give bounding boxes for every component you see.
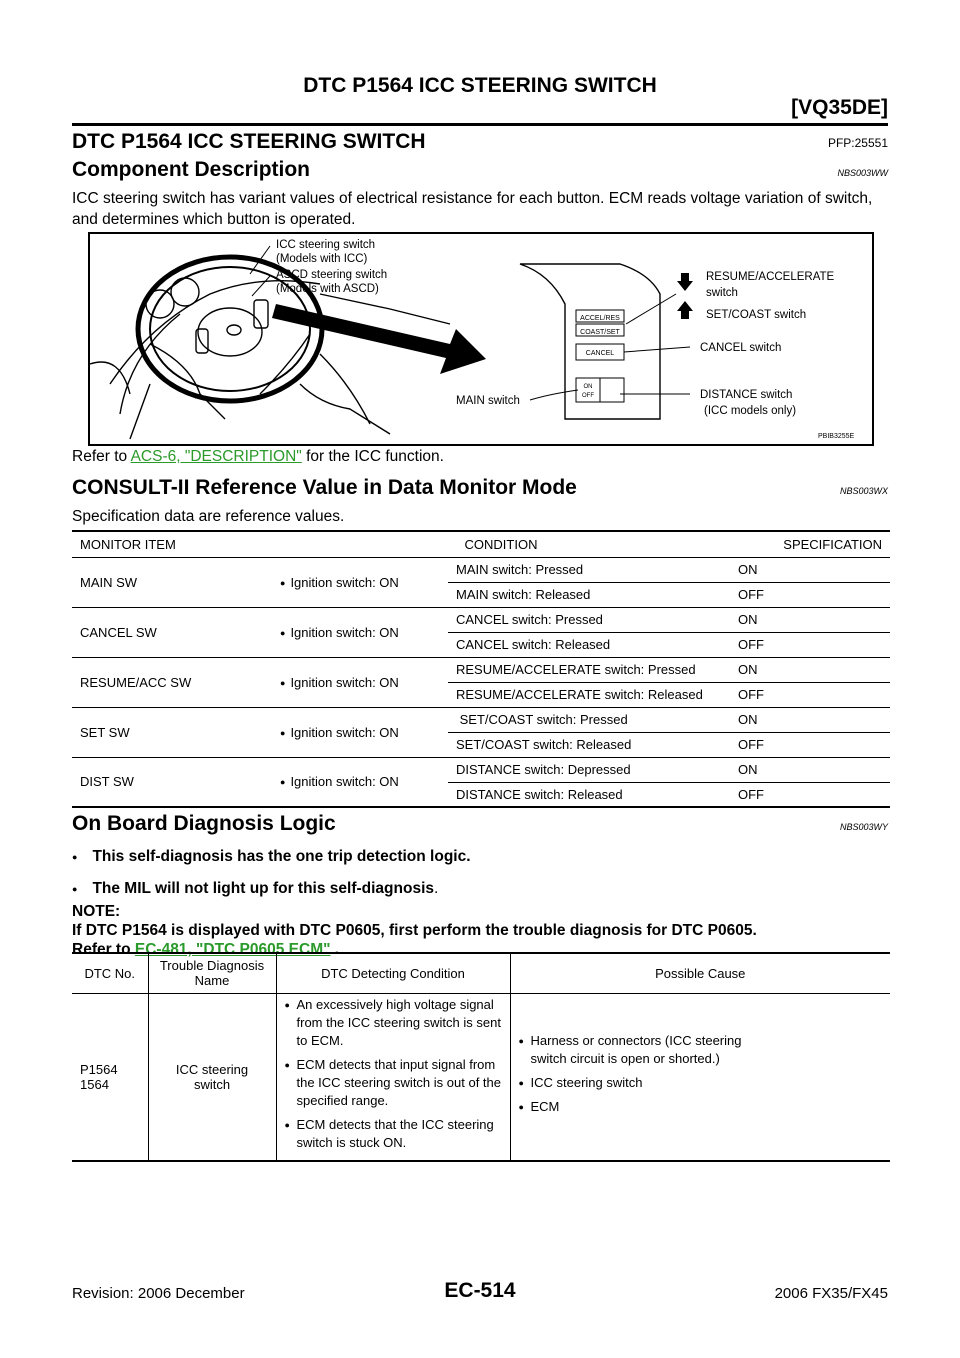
cond-resume-released: RESUME/ACCELERATE switch: Released (456, 687, 703, 702)
btn-on-text: ON (583, 384, 593, 390)
cause-item: ● ECM (519, 1098, 759, 1116)
cond-dist-released: DISTANCE switch: Released (456, 786, 623, 802)
spec-main-pressed: ON (738, 562, 758, 577)
cond-cancel-released: CANCEL switch: Released (456, 637, 611, 652)
condition-item: ● An excessively high voltage signal from the ICC steering switch is sent to ECM. (285, 996, 502, 1050)
consult-text: Specification data are reference values. (72, 508, 345, 525)
pfp-code: PFP:25551 (827, 136, 888, 150)
cause-item: ● ICC steering switch (519, 1074, 759, 1092)
label-distance-2: (ICC models only) (704, 405, 797, 417)
cond-dist-depressed: DISTANCE switch: Depressed (456, 762, 631, 777)
component-description-heading: Component Description (72, 158, 311, 181)
refer-suffix: for the ICC function. (301, 448, 444, 465)
consult-heading: CONSULT-II Reference Value in Data Monitor Mode (72, 476, 577, 499)
cond-resume-pressed: RESUME/ACCELERATE switch: Pressed (456, 662, 696, 677)
header-rule (72, 123, 888, 126)
engine-label: [VQ35DE] (791, 96, 888, 119)
spec-set-released: OFF (738, 737, 764, 752)
label-cancel: CANCEL switch (700, 342, 782, 354)
steering-switch-figure (88, 232, 874, 446)
figure-code: PBIB3255E (818, 433, 855, 440)
dtc-table (72, 952, 890, 1162)
consult-table (72, 530, 890, 808)
note-label: NOTE: (72, 903, 121, 920)
label-distance-1: DISTANCE switch (700, 389, 793, 401)
spec-main-released: OFF (738, 587, 764, 602)
bullet-icon (280, 625, 290, 640)
component-description-text: ICC steering switch has variant values of electrical resistance for each button. ECM reads voltage variation of switch, and determines which button is operated. (72, 190, 873, 228)
obd-heading: On Board Diagnosis Logic (72, 812, 336, 835)
col-condition: CONDITION (464, 536, 538, 552)
cond-dist: Ignition switch: ON (290, 774, 399, 790)
steering-switch-diagram (90, 234, 872, 444)
cond-resume: Ignition switch: ON (290, 674, 399, 690)
component-ref-code: NBS003WW (837, 168, 888, 178)
col-dtc-no: DTC No. (72, 953, 148, 993)
label-set: SET/COAST switch (706, 309, 807, 321)
bullet-icon (280, 675, 290, 690)
condition-item: ● ECM detects that the ICC steering switch is stuck ON. (285, 1116, 502, 1152)
bullet-icon (280, 575, 290, 590)
label-ascd-1: ASCD steering switch (276, 269, 388, 281)
dtc-no-1: P1564 (80, 1061, 118, 1077)
dtc-no-cell (72, 993, 148, 1161)
monitor-item-main: MAIN SW (72, 557, 272, 607)
label-resume-2: switch (706, 287, 738, 299)
spec-resume-pressed: ON (738, 662, 758, 677)
obd-note (72, 902, 902, 959)
footer-model: 2006 FX35/FX45 (774, 1285, 888, 1302)
label-resume-1: RESUME/ACCELERATE (706, 271, 835, 283)
spec-set-pressed: ON (738, 712, 758, 727)
obd-bullet-2-end: . (434, 880, 439, 897)
condition-item: ● ECM detects that input signal from the ICC steering switch is out of the specified range. (285, 1056, 502, 1110)
col-trouble-name: Trouble Diagnosis Name (148, 953, 276, 993)
monitor-item-cancel: CANCEL SW (72, 607, 272, 657)
obd-bullet-1: This self-diagnosis has the one trip detection logic. (92, 848, 471, 865)
bullet-icon (72, 848, 82, 865)
refer-prefix: Refer to (72, 448, 131, 465)
possible-cause-cell (510, 993, 890, 1161)
obd-bullets (72, 846, 471, 901)
btn-coast-text: COAST/SET (580, 329, 620, 336)
label-icc-1: ICC steering switch (276, 239, 376, 251)
spec-cancel-released: OFF (738, 637, 764, 652)
cond-main-pressed: MAIN switch: Pressed (456, 562, 584, 577)
cause-item: ● Harness or connectors (ICC steering switch circuit is open or shorted.) (519, 1032, 759, 1068)
spec-cancel-pressed: ON (738, 612, 758, 627)
refer-acs-line (72, 446, 892, 467)
col-monitor-item: MONITOR ITEM (80, 536, 176, 552)
note-refer-prefix: Refer to (72, 941, 135, 958)
acs-description-link[interactable]: ACS-6, "DESCRIPTION" (130, 448, 302, 465)
obd-bullet-2: The MIL will not light up for this self-diagnosis (92, 880, 435, 897)
cond-cancel: Ignition switch: ON (290, 624, 399, 640)
note-text: If DTC P1564 is displayed with DTC P0605, first perform the trouble diagnosis for DTC P0605. (72, 922, 757, 939)
section-title: DTC P1564 ICC STEERING SWITCH (72, 130, 426, 153)
ec481-link[interactable]: EC-481, "DTC P0605 ECM" (134, 941, 331, 958)
label-main: MAIN switch (456, 395, 520, 407)
cond-main-released: MAIN switch: Released (456, 587, 591, 602)
bullet-icon (72, 880, 82, 897)
detecting-condition-cell (276, 993, 510, 1161)
monitor-item-set: SET SW (72, 707, 272, 757)
col-possible-cause: Possible Cause (655, 965, 746, 981)
col-detecting-condition: DTC Detecting Condition (276, 953, 510, 993)
spec-dist-depressed: ON (738, 762, 758, 777)
running-header-title: DTC P1564 ICC STEERING SWITCH (303, 74, 657, 97)
cond-set: Ignition switch: ON (290, 724, 399, 740)
spec-resume-released: OFF (738, 687, 764, 702)
cond-main: Ignition switch: ON (290, 574, 399, 590)
btn-accel-text: ACCEL/RES (580, 315, 620, 322)
cond-set-released: SET/COAST switch: Released (456, 737, 632, 752)
spec-dist-released: OFF (738, 786, 764, 802)
label-ascd-2: (Models with ASCD) (276, 283, 379, 295)
consult-ref-code: NBS003WX (839, 486, 888, 496)
cond-cancel-pressed: CANCEL switch: Pressed (456, 612, 603, 627)
btn-off-text: OFF (582, 393, 594, 399)
bullet-icon (280, 774, 290, 789)
cond-set-pressed: SET/COAST switch: Pressed (456, 712, 628, 727)
monitor-item-resume: RESUME/ACC SW (72, 657, 272, 707)
note-refer-suffix: . (330, 941, 340, 958)
col-specification: SPECIFICATION (783, 536, 882, 552)
bullet-icon (280, 725, 290, 740)
monitor-item-dist: DIST SW (72, 757, 272, 807)
page-number: EC-514 (444, 1279, 516, 1302)
trouble-name-cell: ICC steering switch (148, 993, 276, 1161)
obd-ref-code: NBS003WY (839, 822, 888, 832)
btn-cancel-text: CANCEL (585, 350, 615, 357)
footer-revision: Revision: 2006 December (72, 1285, 245, 1302)
label-icc-2: (Models with ICC) (276, 253, 368, 265)
dtc-no-2: 1564 (80, 1076, 109, 1092)
